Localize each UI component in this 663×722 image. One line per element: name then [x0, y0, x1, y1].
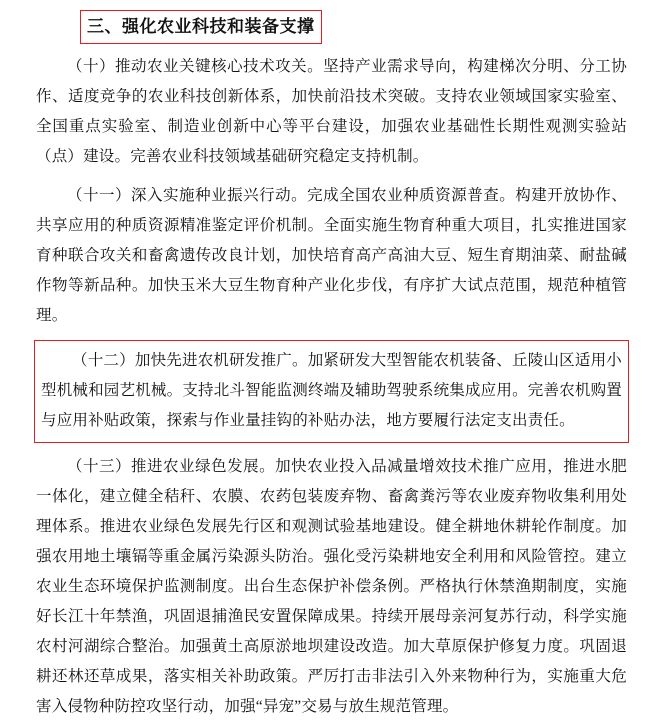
- paragraph-gap: [36, 331, 627, 340]
- paragraph-item-13: （十三）推进农业绿色发展。加快农业投入品减量增效技术推广应用，推进水肥一体化，建立健全秸秆、农膜、农药包装废弃物、畜禽粪污等农业废弃物收集利用处理体系。推进农业绿色发展先行区和观测试验基地建设。健全耕地休耕轮作制度。加强农用地土壤镉等重金属污染源头防治。强化受污染耕地安全利用和风险管控。建立农业生态环境保护监测制度。出台生态保护补偿条例。严格执行休禁渔期制度，实施好长江十年禁渔，巩固退捕渔民安置保障成果。持续开展母亲河复苏行动，科学实施农村河湖综合整治。加强黄土高原淤地坝建设改造。加大草原保护修复力度。巩固退耕还林还草成果，落实相关补助政策。严厉打击非法引入外来物种行为，实施重大危害入侵物种防控攻坚行动，加强“异宠”交易与放生规范管理。: [36, 458, 627, 715]
- spacer: [36, 44, 627, 52]
- section-heading: 三、强化农业科技和装备支撑: [80, 10, 322, 44]
- highlighted-paragraph-box: [34, 340, 629, 443]
- paragraph-gap: [36, 443, 627, 452]
- paragraph-item-10: （十）推动农业关键核心技术攻关。坚持产业需求导向，构建梯次分明、分工协作、适度竞争的农业科技创新体系，加快前沿技术突破。支持农业领域国家实验室、全国重点实验室、制造业创新中心等平台建设，加强农业基础性长期性观测实验站（点）建设。完善农业科技领域基础研究稳定支持机制。: [36, 58, 627, 165]
- paragraph-item-11: （十一）深入实施种业振兴行动。完成全国农业种质资源普查。构建开放协作、共享应用的种质资源精准鉴定评价机制。全面实施生物育种重大项目，扎实推进国家育种联合攻关和畜禽遗传改良计划，加快培育高产高油大豆、短生育期油菜、耐盐碱作物等新品种。加快玉米大豆生物育种产业化步伐，有序扩大试点范围，规范种植管理。: [36, 187, 627, 324]
- paragraph-item-12: （十二）加快先进农机研发推广。加紧研发大型智能农机装备、丘陵山区适用小型机械和园艺机械。支持北斗智能监测终端及辅助驾驶系统集成应用。完善农机购置与应用补贴政策，探索与作业量挂钩的补贴办法，地方要履行法定支出责任。: [41, 352, 622, 429]
- section-heading-container: [36, 0, 627, 44]
- paragraph-gap: [36, 172, 627, 181]
